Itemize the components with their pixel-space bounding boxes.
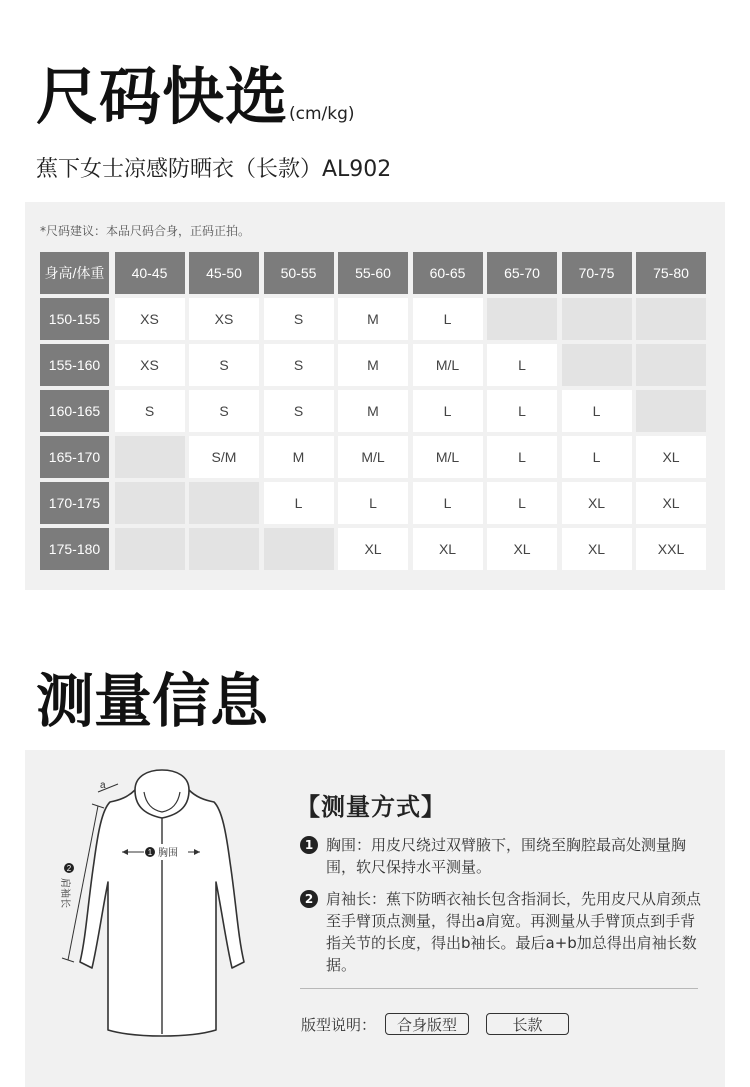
size-cell: M/L xyxy=(338,436,408,478)
divider xyxy=(300,988,698,989)
empty-cell xyxy=(264,528,334,570)
weight-header: 75-80 xyxy=(636,252,706,294)
empty-cell xyxy=(115,482,185,524)
measure-text: 胸围：用皮尺绕过双臂腋下，围绕至胸腔最高处测量胸围，软尺保持水平测量。 xyxy=(326,836,687,876)
empty-cell xyxy=(636,344,706,386)
empty-cell xyxy=(487,298,557,340)
size-cell: XL xyxy=(487,528,557,570)
size-cell: L xyxy=(487,436,557,478)
product-name: 蕉下女士凉感防晒衣（长款）AL902 xyxy=(36,157,392,182)
size-cell: L xyxy=(487,482,557,524)
empty-cell xyxy=(115,528,185,570)
height-header: 160-165 xyxy=(40,390,109,432)
size-cell: XL xyxy=(562,528,632,570)
size-cell: L xyxy=(338,482,408,524)
size-cell: XS xyxy=(115,298,185,340)
section-title: 测量信息 xyxy=(36,667,269,735)
size-cell: M xyxy=(338,390,408,432)
svg-text:胸围: 胸围 xyxy=(158,848,178,859)
size-cell: XL xyxy=(562,482,632,524)
size-cell: S/M xyxy=(189,436,259,478)
size-cell: L xyxy=(413,298,483,340)
weight-header: 45-50 xyxy=(189,252,259,294)
empty-cell xyxy=(189,528,259,570)
size-cell: S xyxy=(189,390,259,432)
size-cell: XXL xyxy=(636,528,706,570)
weight-header: 65-70 xyxy=(487,252,557,294)
empty-cell xyxy=(115,436,185,478)
weight-header: 55-60 xyxy=(338,252,408,294)
size-cell: M/L xyxy=(413,344,483,386)
height-header: 170-175 xyxy=(40,482,109,524)
corner-header: 身高/体重 xyxy=(40,252,109,294)
size-cell: M xyxy=(264,436,334,478)
weight-header: 50-55 xyxy=(264,252,334,294)
size-cell: S xyxy=(264,298,334,340)
height-header: 165-170 xyxy=(40,436,109,478)
size-cell: S xyxy=(264,344,334,386)
svg-text:肩袖长: 肩袖长 xyxy=(59,878,70,908)
size-cell: XL xyxy=(338,528,408,570)
measure-item-sleeve xyxy=(300,888,708,980)
size-cell: L xyxy=(487,344,557,386)
svg-text:1: 1 xyxy=(147,848,153,857)
empty-cell xyxy=(189,482,259,524)
page-title: 尺码快选 xyxy=(36,60,289,133)
size-cell: M xyxy=(338,344,408,386)
empty-cell xyxy=(636,298,706,340)
size-cell: L xyxy=(562,390,632,432)
method-title: 【测量方式】 xyxy=(296,793,446,821)
height-header: 155-160 xyxy=(40,344,109,386)
size-cell: XS xyxy=(115,344,185,386)
height-header: 175-180 xyxy=(40,528,109,570)
size-cell: S xyxy=(115,390,185,432)
size-cell: L xyxy=(413,390,483,432)
empty-cell xyxy=(562,344,632,386)
size-cell: L xyxy=(562,436,632,478)
length-tag: 长款 xyxy=(486,1013,569,1035)
svg-text:a: a xyxy=(100,780,106,791)
height-header: 150-155 xyxy=(40,298,109,340)
size-cell: XL xyxy=(413,528,483,570)
weight-header: 60-65 xyxy=(413,252,483,294)
weight-header: 70-75 xyxy=(562,252,632,294)
unit-label: (cm/kg) xyxy=(289,104,355,124)
empty-cell xyxy=(562,298,632,340)
size-cell: M/L xyxy=(413,436,483,478)
size-cell: L xyxy=(487,390,557,432)
size-cell: S xyxy=(189,344,259,386)
empty-cell xyxy=(636,390,706,432)
fit-tag: 合身版型 xyxy=(385,1013,469,1035)
coat-diagram xyxy=(40,762,270,1052)
number-badge: 2 xyxy=(300,890,318,908)
measure-item-chest xyxy=(300,834,708,882)
size-cell: L xyxy=(264,482,334,524)
size-cell: XL xyxy=(636,482,706,524)
size-cell: S xyxy=(264,390,334,432)
size-cell: XS xyxy=(189,298,259,340)
weight-header: 40-45 xyxy=(115,252,185,294)
size-cell: L xyxy=(413,482,483,524)
measure-text: 肩袖长：蕉下防晒衣袖长包含指洞长，先用皮尺从肩颈点至手臂顶点测量，得出a肩宽。再测量从手臂顶点到手背指关节的长度，得出b袖长。最后a+b加总得出肩袖长数据。 xyxy=(326,890,702,974)
size-cell: M xyxy=(338,298,408,340)
size-cell: XL xyxy=(636,436,706,478)
fit-label: 版型说明： xyxy=(301,1016,377,1034)
number-badge: 1 xyxy=(300,836,318,854)
svg-text:2: 2 xyxy=(66,864,72,873)
size-tip: *尺码建议：本品尺码合身，正码正拍。 xyxy=(40,224,251,238)
